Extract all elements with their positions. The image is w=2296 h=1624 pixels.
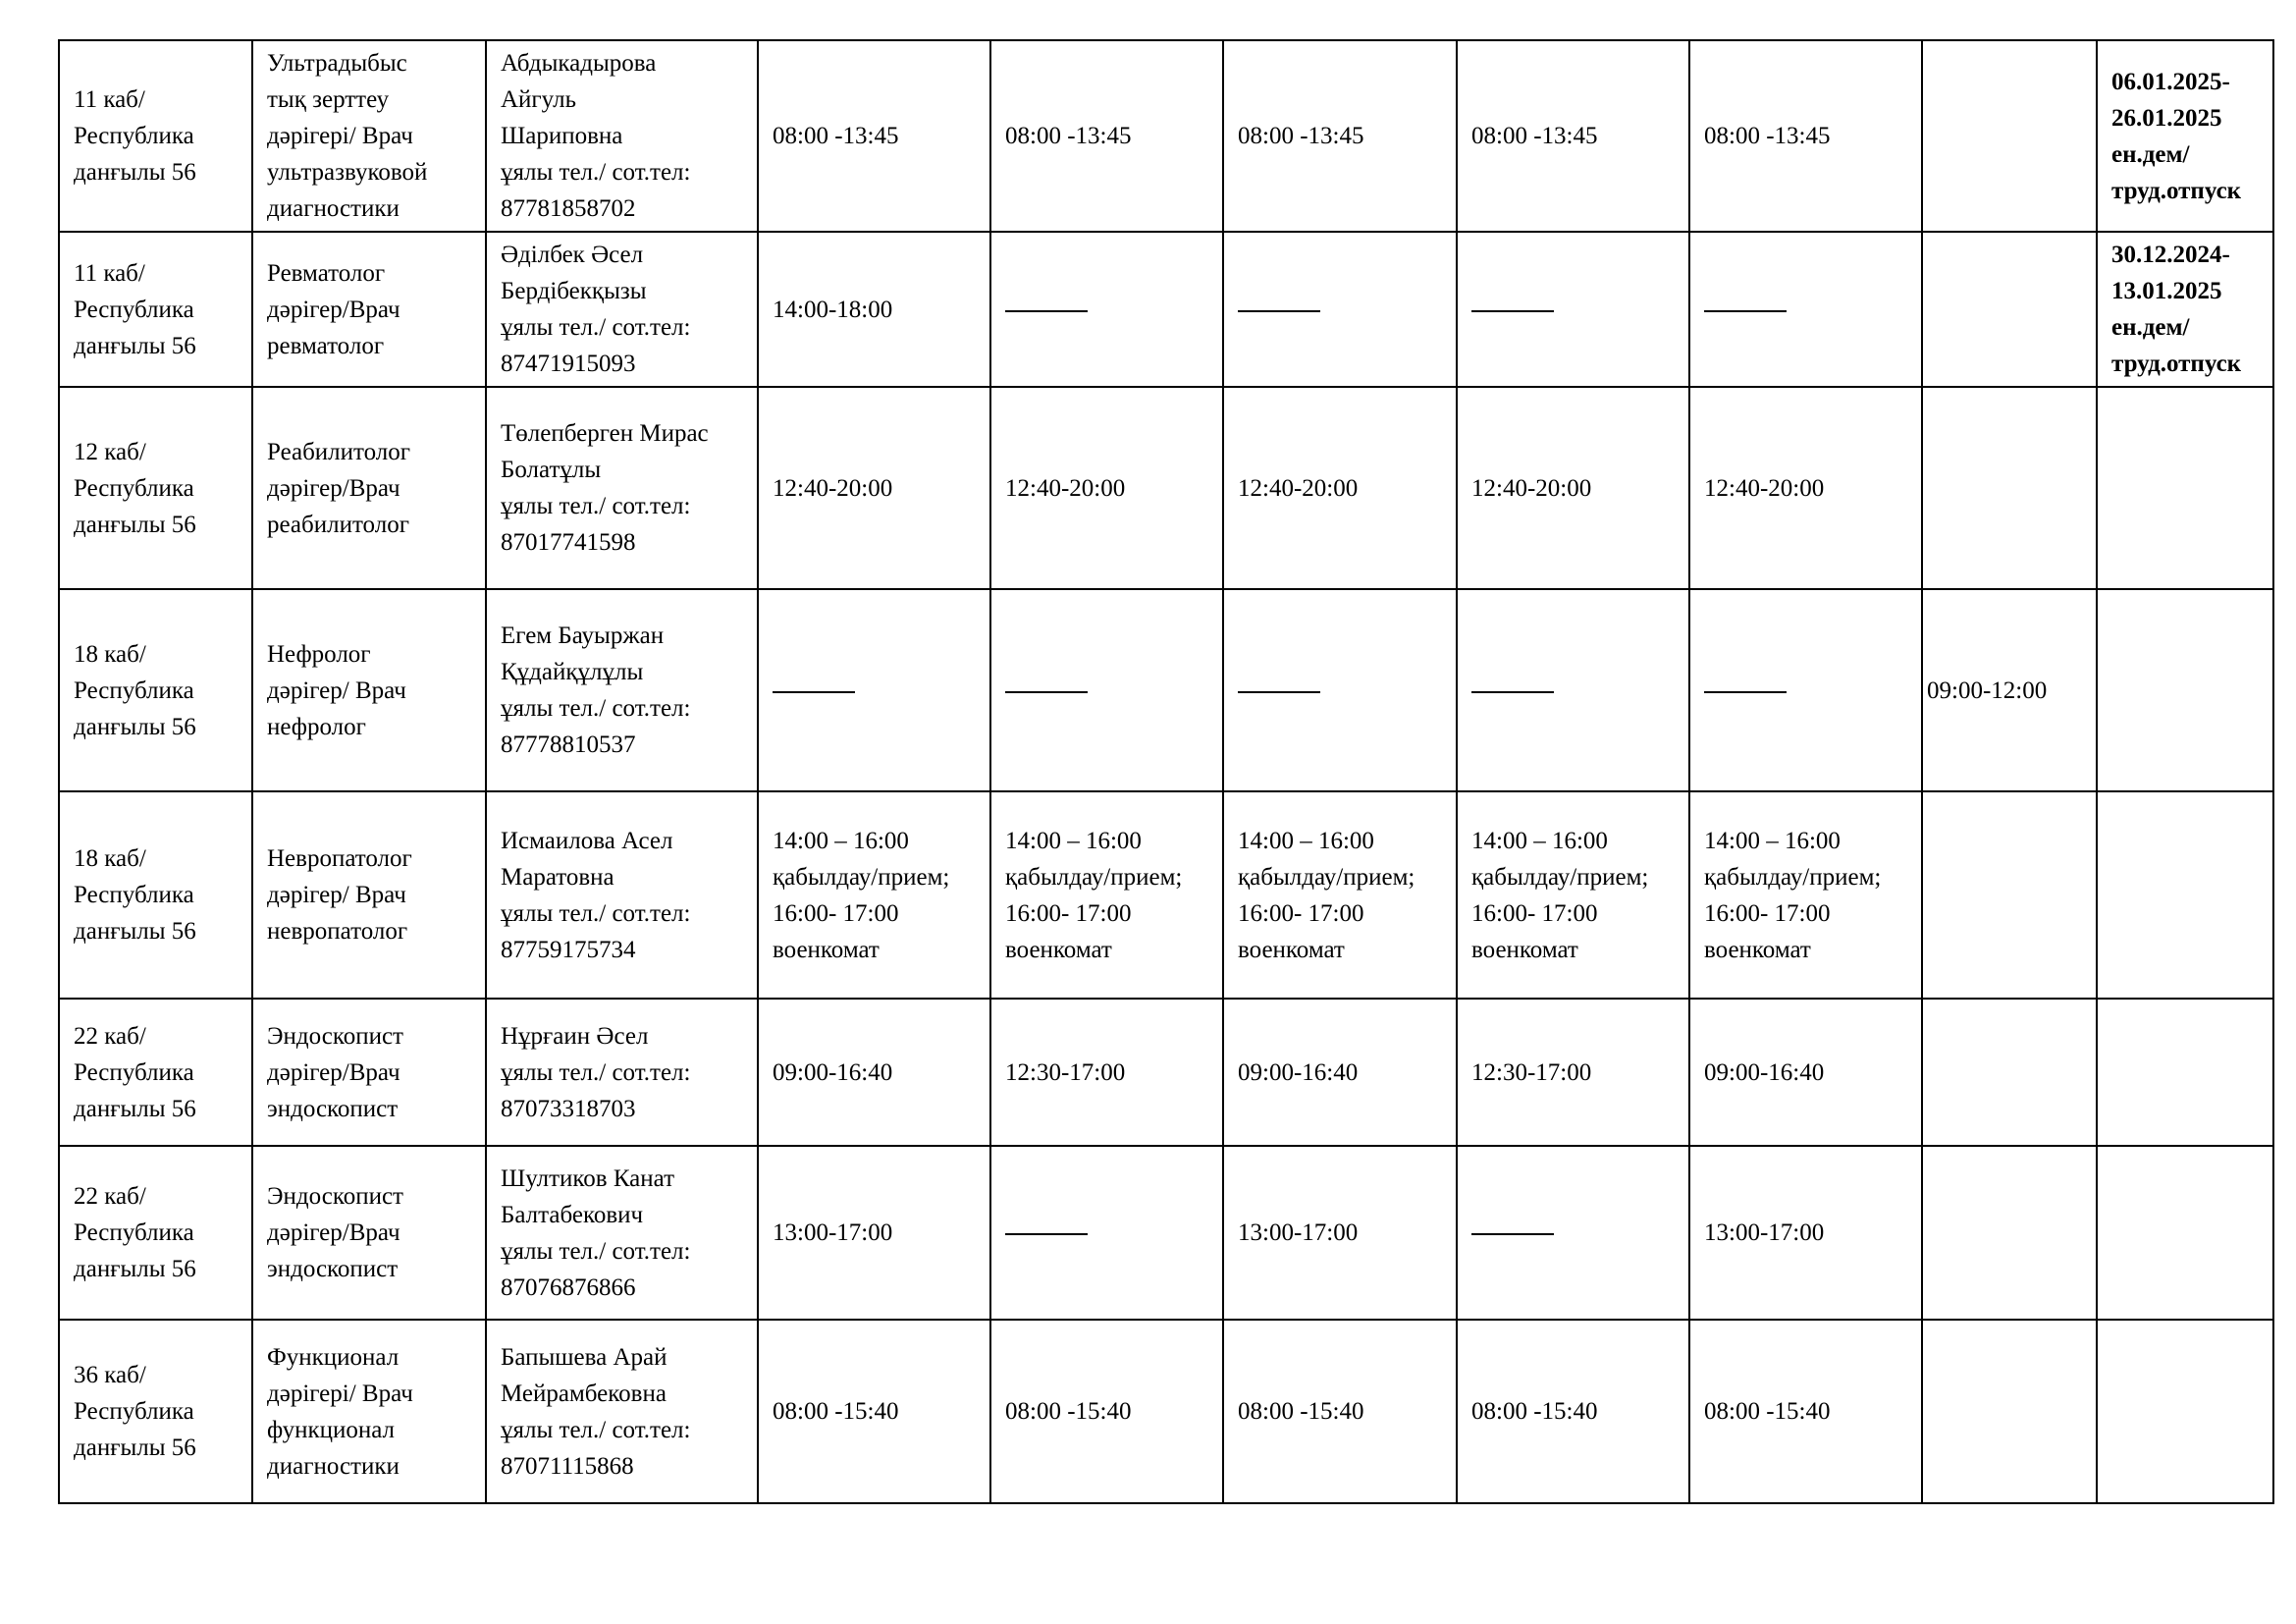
dash-mark — [1005, 1233, 1088, 1235]
table-row — [59, 589, 2273, 791]
schedule-cell: 08:00 -15:40 — [990, 1320, 1223, 1503]
note-cell — [2097, 1146, 2273, 1320]
specialty-cell: Эндоскопист дәрігер/Врач эндоскопист — [252, 999, 486, 1146]
schedule-cell: 13:00-17:00 — [1689, 1146, 1922, 1320]
schedule-cell — [1922, 999, 2097, 1146]
schedule-cell — [1457, 1146, 1689, 1320]
table-row — [59, 999, 2273, 1146]
schedule-cell: 14:00 – 16:00 қабылдау/прием; 16:00- 17:00 военкомат — [758, 791, 990, 999]
schedule-cell — [1457, 232, 1689, 387]
table-row — [59, 387, 2273, 589]
vacation-note: 06.01.2025- 26.01.2025 ен.дем/ труд.отпуск — [2097, 40, 2273, 232]
schedule-cell: 09:00-16:40 — [758, 999, 990, 1146]
dash-mark — [1704, 691, 1787, 693]
doctor-cell: Егем Бауыржан Құдайқұлұлы ұялы тел./ сот.тел: 87778810537 — [486, 589, 758, 791]
schedule-cell: 13:00-17:00 — [758, 1146, 990, 1320]
schedule-cell: 14:00 – 16:00 қабылдау/прием; 16:00- 17:00 военкомат — [1223, 791, 1457, 999]
schedule-cell: 08:00 -15:40 — [1223, 1320, 1457, 1503]
schedule-cell: 12:30-17:00 — [1457, 999, 1689, 1146]
dash-mark — [1005, 310, 1088, 312]
dash-mark — [1238, 691, 1320, 693]
table-row — [59, 1146, 2273, 1320]
note-cell — [2097, 999, 2273, 1146]
schedule-cell: 13:00-17:00 — [1223, 1146, 1457, 1320]
dash-mark — [1005, 691, 1088, 693]
schedule-cell — [1223, 232, 1457, 387]
doctor-cell: Шултиков Канат Балтабекович ұялы тел./ сот.тел: 87076876866 — [486, 1146, 758, 1320]
schedule-cell: 12:40-20:00 — [1457, 387, 1689, 589]
schedule-cell — [1922, 791, 2097, 999]
schedule-cell — [1922, 387, 2097, 589]
schedule-cell: 09:00-12:00 — [1922, 589, 2097, 791]
schedule-cell: 14:00 – 16:00 қабылдау/прием; 16:00- 17:00 военкомат — [1457, 791, 1689, 999]
room-cell: 22 каб/ Республика данғылы 56 — [59, 999, 252, 1146]
dash-mark — [1704, 310, 1787, 312]
schedule-cell — [990, 232, 1223, 387]
room-cell: 11 каб/ Республика данғылы 56 — [59, 232, 252, 387]
schedule-cell: 14:00 – 16:00 қабылдау/прием; 16:00- 17:00 военкомат — [990, 791, 1223, 999]
dash-mark — [1471, 691, 1554, 693]
dash-mark — [1471, 1233, 1554, 1235]
note-cell — [2097, 791, 2273, 999]
vacation-note: 30.12.2024- 13.01.2025 ен.дем/ труд.отпуск — [2097, 232, 2273, 387]
schedule-cell — [1689, 589, 1922, 791]
specialty-cell: Невропатолог дәрігер/ Врач невропатолог — [252, 791, 486, 999]
schedule-cell: 08:00 -15:40 — [1457, 1320, 1689, 1503]
schedule-cell — [1922, 1320, 2097, 1503]
schedule-cell: 08:00 -13:45 — [1689, 40, 1922, 232]
schedule-cell: 14:00 – 16:00 қабылдау/прием; 16:00- 17:00 военкомат — [1689, 791, 1922, 999]
schedule-cell — [1922, 40, 2097, 232]
schedule-cell: 12:30-17:00 — [990, 999, 1223, 1146]
schedule-cell: 08:00 -15:40 — [1689, 1320, 1922, 1503]
schedule-cell: 12:40-20:00 — [1689, 387, 1922, 589]
doctor-cell: Исмаилова Асел Маратовна ұялы тел./ сот.тел: 87759175734 — [486, 791, 758, 999]
schedule-cell — [758, 589, 990, 791]
room-cell: 18 каб/ Республика данғылы 56 — [59, 791, 252, 999]
room-cell: 18 каб/ Республика данғылы 56 — [59, 589, 252, 791]
schedule-table — [58, 39, 2274, 1504]
room-cell: 11 каб/ Республика данғылы 56 — [59, 40, 252, 232]
schedule-cell: 12:40-20:00 — [1223, 387, 1457, 589]
schedule-cell: 08:00 -13:45 — [990, 40, 1223, 232]
schedule-cell: 08:00 -13:45 — [1223, 40, 1457, 232]
schedule-cell: 12:40-20:00 — [990, 387, 1223, 589]
specialty-cell: Ультрадыбыс тық зерттеу дәрігері/ Врач ультразвуковой диагностики — [252, 40, 486, 232]
doctor-cell: Нұрғаин Әсел ұялы тел./ сот.тел: 87073318703 — [486, 999, 758, 1146]
table-row — [59, 40, 2273, 232]
note-cell — [2097, 387, 2273, 589]
table-row — [59, 232, 2273, 387]
dash-mark — [1238, 310, 1320, 312]
doctor-cell: Әділбек Әсел Бердібекқызы ұялы тел./ сот.тел: 87471915093 — [486, 232, 758, 387]
specialty-cell: Эндоскопист дәрігер/Врач эндоскопист — [252, 1146, 486, 1320]
table-row — [59, 791, 2273, 999]
schedule-cell — [990, 589, 1223, 791]
room-cell: 22 каб/ Республика данғылы 56 — [59, 1146, 252, 1320]
schedule-cell — [1689, 232, 1922, 387]
schedule-cell: 09:00-16:40 — [1689, 999, 1922, 1146]
schedule-cell — [1922, 232, 2097, 387]
dash-mark — [773, 691, 855, 693]
schedule-cell — [1922, 1146, 2097, 1320]
specialty-cell: Функционал дәрігері/ Врач функционал диагностики — [252, 1320, 486, 1503]
doctor-cell: Абдыкадырова Айгуль Шариповна ұялы тел./ сот.тел: 87781858702 — [486, 40, 758, 232]
specialty-cell: Нефролог дәрігер/ Врач нефролог — [252, 589, 486, 791]
room-cell: 36 каб/ Республика данғылы 56 — [59, 1320, 252, 1503]
schedule-cell: 09:00-16:40 — [1223, 999, 1457, 1146]
doctor-cell: Бапышева Арай Мейрамбековна ұялы тел./ сот.тел: 87071115868 — [486, 1320, 758, 1503]
doctor-cell: Төлепберген Мирас Болатұлы ұялы тел./ сот.тел: 87017741598 — [486, 387, 758, 589]
specialty-cell: Реабилитолог дәрігер/Врач реабилитолог — [252, 387, 486, 589]
table-row — [59, 1320, 2273, 1503]
schedule-cell: 08:00 -13:45 — [1457, 40, 1689, 232]
dash-mark — [1471, 310, 1554, 312]
schedule-cell: 12:40-20:00 — [758, 387, 990, 589]
schedule-cell — [990, 1146, 1223, 1320]
note-cell — [2097, 589, 2273, 791]
specialty-cell: Ревматолог дәрігер/Врач ревматолог — [252, 232, 486, 387]
schedule-cell: 08:00 -15:40 — [758, 1320, 990, 1503]
schedule-cell — [1223, 589, 1457, 791]
note-cell — [2097, 1320, 2273, 1503]
schedule-cell: 14:00-18:00 — [758, 232, 990, 387]
room-cell: 12 каб/ Республика данғылы 56 — [59, 387, 252, 589]
schedule-cell — [1457, 589, 1689, 791]
schedule-cell: 08:00 -13:45 — [758, 40, 990, 232]
